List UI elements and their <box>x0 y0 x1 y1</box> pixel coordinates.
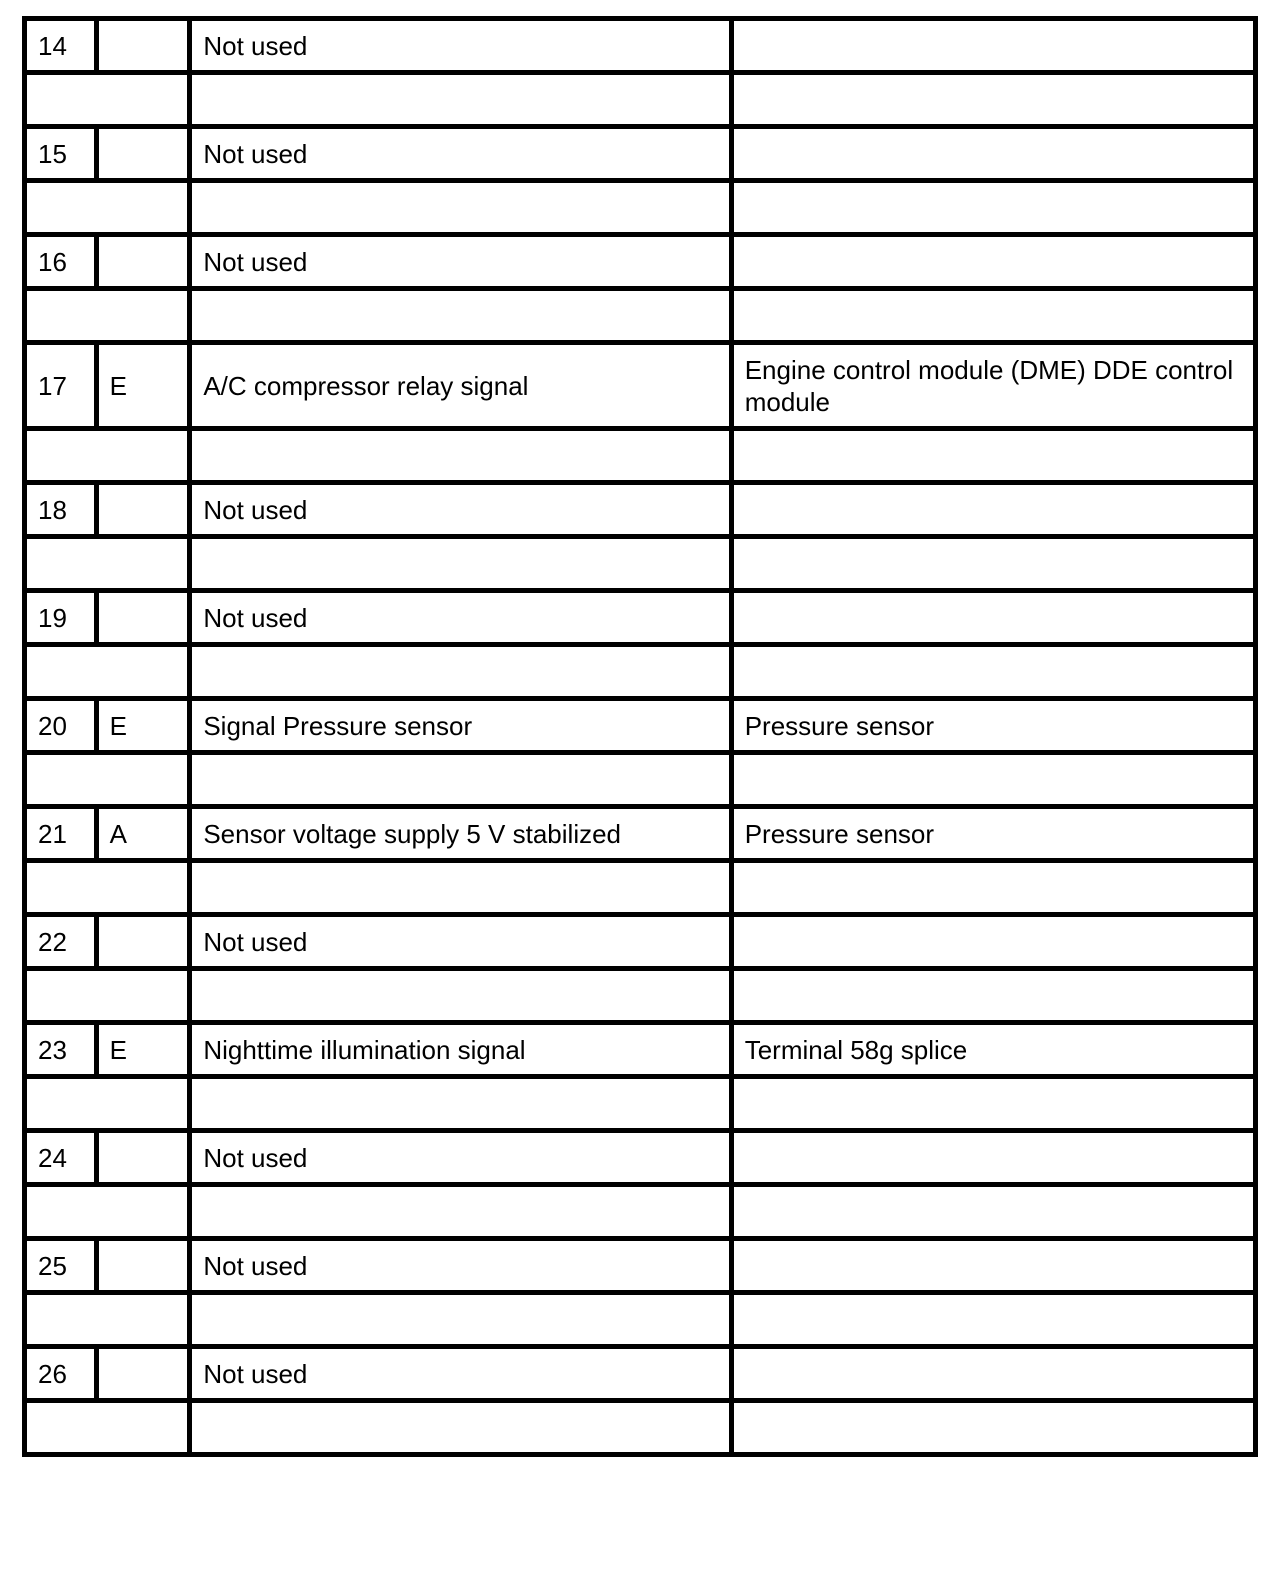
spacer-cell <box>190 1401 731 1455</box>
pin-number-cell: 19 <box>25 591 97 645</box>
spacer-row <box>25 73 1256 127</box>
spacer-cell <box>731 645 1255 699</box>
connection-cell <box>731 1347 1255 1401</box>
connection-cell <box>731 19 1255 73</box>
spacer-row <box>25 1293 1256 1347</box>
spacer-cell <box>25 969 190 1023</box>
description-cell: Not used <box>190 235 731 289</box>
spacer-cell <box>25 1077 190 1131</box>
spacer-row <box>25 537 1256 591</box>
pin-number-cell: 22 <box>25 915 97 969</box>
spacer-cell <box>731 73 1255 127</box>
spacer-cell <box>190 969 731 1023</box>
spacer-row <box>25 1401 1256 1455</box>
spacer-cell <box>190 181 731 235</box>
table-row <box>25 235 1256 289</box>
signal-type-cell: E <box>96 1023 190 1077</box>
spacer-cell <box>190 1185 731 1239</box>
description-cell: Not used <box>190 127 731 181</box>
spacer-cell <box>25 289 190 343</box>
signal-type-cell <box>96 127 190 181</box>
connection-cell <box>731 915 1255 969</box>
spacer-cell <box>25 1185 190 1239</box>
spacer-cell <box>25 429 190 483</box>
spacer-cell <box>25 1401 190 1455</box>
spacer-cell <box>25 537 190 591</box>
spacer-cell <box>25 1293 190 1347</box>
signal-type-cell: A <box>96 807 190 861</box>
description-cell: Not used <box>190 1239 731 1293</box>
spacer-cell <box>731 1401 1255 1455</box>
spacer-row <box>25 645 1256 699</box>
table-row <box>25 1023 1256 1077</box>
description-cell: Not used <box>190 1347 731 1401</box>
signal-type-cell <box>96 19 190 73</box>
spacer-cell <box>731 1185 1255 1239</box>
pin-number-cell: 14 <box>25 19 97 73</box>
spacer-row <box>25 1185 1256 1239</box>
signal-type-cell: E <box>96 699 190 753</box>
table-row <box>25 591 1256 645</box>
spacer-cell <box>731 1077 1255 1131</box>
spacer-cell <box>190 1293 731 1347</box>
connection-cell <box>731 1239 1255 1293</box>
spacer-cell <box>190 537 731 591</box>
spacer-row <box>25 429 1256 483</box>
table-row <box>25 19 1256 73</box>
table-row <box>25 1347 1256 1401</box>
spacer-row <box>25 753 1256 807</box>
spacer-cell <box>731 537 1255 591</box>
connection-cell <box>731 1131 1255 1185</box>
description-cell: Not used <box>190 483 731 537</box>
signal-type-cell <box>96 483 190 537</box>
spacer-cell <box>190 73 731 127</box>
pin-number-cell: 16 <box>25 235 97 289</box>
spacer-row <box>25 1077 1256 1131</box>
spacer-cell <box>190 289 731 343</box>
pin-number-cell: 15 <box>25 127 97 181</box>
spacer-row <box>25 289 1256 343</box>
spacer-cell <box>731 429 1255 483</box>
description-cell: Signal Pressure sensor <box>190 699 731 753</box>
pin-number-cell: 18 <box>25 483 97 537</box>
spacer-cell <box>731 289 1255 343</box>
description-cell: Sensor voltage supply 5 V stabilized <box>190 807 731 861</box>
table-row <box>25 699 1256 753</box>
pin-number-cell: 23 <box>25 1023 97 1077</box>
spacer-cell <box>731 861 1255 915</box>
table-row <box>25 343 1256 429</box>
connection-cell <box>731 483 1255 537</box>
description-cell: Not used <box>190 591 731 645</box>
table-row <box>25 1239 1256 1293</box>
pin-assignment-table <box>22 16 1258 1457</box>
spacer-cell <box>25 73 190 127</box>
signal-type-cell <box>96 1347 190 1401</box>
spacer-cell <box>190 645 731 699</box>
spacer-row <box>25 181 1256 235</box>
spacer-row <box>25 861 1256 915</box>
pin-number-cell: 26 <box>25 1347 97 1401</box>
spacer-cell <box>25 753 190 807</box>
pin-number-cell: 17 <box>25 343 97 429</box>
connection-cell <box>731 127 1255 181</box>
spacer-cell <box>25 861 190 915</box>
spacer-row <box>25 969 1256 1023</box>
connection-cell <box>731 591 1255 645</box>
pin-number-cell: 25 <box>25 1239 97 1293</box>
description-cell: Not used <box>190 19 731 73</box>
connection-cell: Pressure sensor <box>731 699 1255 753</box>
spacer-cell <box>190 1077 731 1131</box>
table-row <box>25 483 1256 537</box>
table-row <box>25 127 1256 181</box>
spacer-cell <box>190 753 731 807</box>
pin-number-cell: 21 <box>25 807 97 861</box>
description-cell: A/C compressor relay signal <box>190 343 731 429</box>
signal-type-cell <box>96 235 190 289</box>
spacer-cell <box>731 753 1255 807</box>
description-cell: Nighttime illumination signal <box>190 1023 731 1077</box>
pin-number-cell: 24 <box>25 1131 97 1185</box>
table-row <box>25 915 1256 969</box>
spacer-cell <box>190 429 731 483</box>
spacer-cell <box>25 181 190 235</box>
spacer-cell <box>25 645 190 699</box>
signal-type-cell <box>96 1131 190 1185</box>
table-row <box>25 807 1256 861</box>
spacer-cell <box>731 1293 1255 1347</box>
connection-cell <box>731 235 1255 289</box>
signal-type-cell <box>96 915 190 969</box>
description-cell: Not used <box>190 1131 731 1185</box>
signal-type-cell <box>96 1239 190 1293</box>
connection-cell: Pressure sensor <box>731 807 1255 861</box>
signal-type-cell: E <box>96 343 190 429</box>
spacer-cell <box>190 861 731 915</box>
signal-type-cell <box>96 591 190 645</box>
pin-number-cell: 20 <box>25 699 97 753</box>
spacer-cell <box>731 181 1255 235</box>
spacer-cell <box>731 969 1255 1023</box>
connection-cell: Engine control module (DME) DDE control module <box>731 343 1255 429</box>
connection-cell: Terminal 58g splice <box>731 1023 1255 1077</box>
table-row <box>25 1131 1256 1185</box>
description-cell: Not used <box>190 915 731 969</box>
